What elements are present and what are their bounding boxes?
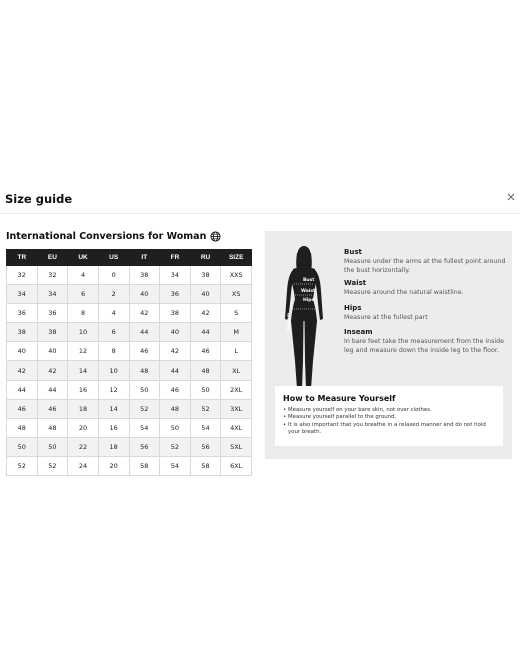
- measurement-description: Measure at the fullest part: [344, 314, 428, 321]
- table-cell: 14: [68, 361, 99, 380]
- measurement-name: Bust: [344, 248, 362, 256]
- table-row: [7, 418, 252, 437]
- table-cell: 46: [160, 380, 191, 399]
- table-cell: 2: [98, 285, 129, 304]
- table-cell: S: [221, 304, 252, 323]
- table-cell: 56: [190, 437, 221, 456]
- table-cell: 50: [160, 418, 191, 437]
- table-cell: 44: [129, 323, 160, 342]
- table-cell: XL: [221, 361, 252, 380]
- table-cell: 32: [7, 266, 38, 285]
- table-cell: 46: [7, 399, 38, 418]
- table-cell: 54: [129, 418, 160, 437]
- measurement-description: In bare feet take the measurement from the inside leg and measure down the inside leg to the floor.: [344, 338, 504, 354]
- table-cell: 38: [129, 266, 160, 285]
- modal-title: Size guide: [5, 192, 73, 206]
- table-cell: 2XL: [221, 380, 252, 399]
- table-cell: 42: [160, 342, 191, 361]
- table-cell: 50: [190, 380, 221, 399]
- measurement-description: Measure under the arms at the fullest point around the bust horizontally.: [344, 258, 506, 274]
- table-cell: 42: [190, 304, 221, 323]
- measurement-bust: [344, 248, 508, 275]
- table-cell: 36: [7, 304, 38, 323]
- table-cell: 38: [37, 323, 68, 342]
- column-header: UK: [68, 250, 99, 266]
- table-cell: 36: [160, 285, 191, 304]
- how-to-title: How to Measure Yourself: [283, 394, 396, 403]
- table-cell: 10: [68, 323, 99, 342]
- table-cell: 42: [129, 304, 160, 323]
- table-cell: 48: [160, 399, 191, 418]
- table-cell: 44: [37, 380, 68, 399]
- conversions-heading: [6, 231, 221, 242]
- table-cell: 18: [98, 437, 129, 456]
- table-row: [7, 380, 252, 399]
- table-row: [7, 437, 252, 456]
- table-cell: 48: [7, 418, 38, 437]
- table-cell: 24: [68, 456, 99, 475]
- table-cell: 20: [68, 418, 99, 437]
- table-cell: 46: [129, 342, 160, 361]
- table-cell: 52: [37, 456, 68, 475]
- table-row: [7, 285, 252, 304]
- table-cell: 22: [68, 437, 99, 456]
- globe-icon: [210, 231, 221, 242]
- table-cell: 16: [68, 380, 99, 399]
- table-cell: 34: [37, 285, 68, 304]
- table-cell: 52: [7, 456, 38, 475]
- figure-label-hips: Hips: [303, 298, 315, 303]
- column-header: RU: [190, 250, 221, 266]
- table-row: [7, 323, 252, 342]
- table-cell: 12: [68, 342, 99, 361]
- measurement-name: Hips: [344, 304, 362, 312]
- table-row: [7, 304, 252, 323]
- table-cell: 50: [129, 380, 160, 399]
- how-to-tip: • Measure yourself on your bare skin, not over clothes.: [283, 407, 497, 414]
- table-cell: 34: [7, 285, 38, 304]
- figure-label-inseam: Inseam: [287, 312, 292, 331]
- measurement-waist: [344, 279, 508, 298]
- table-cell: 48: [190, 361, 221, 380]
- table-cell: 50: [37, 437, 68, 456]
- table-body: [7, 266, 252, 476]
- table-cell: 52: [190, 399, 221, 418]
- column-header: FR: [160, 250, 191, 266]
- table-cell: 40: [190, 285, 221, 304]
- table-cell: 8: [68, 304, 99, 323]
- conversions-title: International Conversions for Woman: [6, 231, 207, 242]
- table-cell: 18: [68, 399, 99, 418]
- table-row: [7, 342, 252, 361]
- table-cell: 34: [160, 266, 191, 285]
- table-cell: 52: [129, 399, 160, 418]
- table-cell: 16: [98, 418, 129, 437]
- table-cell: 4XL: [221, 418, 252, 437]
- measurement-name: Inseam: [344, 328, 373, 336]
- measurement-inseam: [344, 328, 508, 355]
- table-cell: 6: [98, 323, 129, 342]
- table-cell: 58: [129, 456, 160, 475]
- modal-header: [0, 186, 520, 214]
- table-cell: 6XL: [221, 456, 252, 475]
- table-cell: XXS: [221, 266, 252, 285]
- table-cell: 4: [68, 266, 99, 285]
- table-cell: 40: [160, 323, 191, 342]
- table-cell: 38: [160, 304, 191, 323]
- table-cell: 12: [98, 380, 129, 399]
- column-header: EU: [37, 250, 68, 266]
- figure-label-bust: Bust: [303, 278, 315, 283]
- table-cell: 44: [160, 361, 191, 380]
- measurement-hips: [344, 304, 508, 323]
- body-figure-illustration: [273, 243, 335, 393]
- table-cell: 54: [160, 456, 191, 475]
- table-cell: 40: [37, 342, 68, 361]
- table-cell: 40: [7, 342, 38, 361]
- table-cell: 14: [98, 399, 129, 418]
- table-row: [7, 456, 252, 475]
- table-cell: 10: [98, 361, 129, 380]
- measurement-description: Measure around the natural waistline.: [344, 289, 464, 296]
- table-cell: 50: [7, 437, 38, 456]
- measurement-panel: [265, 231, 512, 459]
- measurement-name: Waist: [344, 279, 367, 287]
- table-cell: 32: [37, 266, 68, 285]
- table-row: [7, 361, 252, 380]
- table-cell: 40: [129, 285, 160, 304]
- table-cell: 8: [98, 342, 129, 361]
- table-cell: 48: [37, 418, 68, 437]
- size-conversion-table: [6, 249, 252, 476]
- how-to-tip: • Measure yourself parallel to the ground.: [283, 414, 497, 421]
- table-cell: 58: [190, 456, 221, 475]
- table-header-row: [7, 250, 252, 266]
- figure-label-waist: Waist: [301, 289, 316, 294]
- table-cell: 6: [68, 285, 99, 304]
- table-cell: 56: [129, 437, 160, 456]
- table-cell: 38: [190, 266, 221, 285]
- table-cell: 46: [37, 399, 68, 418]
- table-cell: 3XL: [221, 399, 252, 418]
- table-cell: 54: [190, 418, 221, 437]
- column-header: US: [98, 250, 129, 266]
- table-cell: 52: [160, 437, 191, 456]
- table-cell: 0: [98, 266, 129, 285]
- table-cell: 42: [37, 361, 68, 380]
- how-to-tip: • It is also important that you breathe in a relaxed manner and do not hold your breath.: [283, 422, 497, 437]
- table-cell: M: [221, 323, 252, 342]
- table-cell: 38: [7, 323, 38, 342]
- table-cell: 44: [190, 323, 221, 342]
- table-cell: 20: [98, 456, 129, 475]
- table-cell: 36: [37, 304, 68, 323]
- table-cell: 46: [190, 342, 221, 361]
- table-cell: 48: [129, 361, 160, 380]
- close-icon[interactable]: [504, 190, 518, 204]
- table-cell: 5XL: [221, 437, 252, 456]
- column-header: IT: [129, 250, 160, 266]
- table-row: [7, 266, 252, 285]
- column-header: TR: [7, 250, 38, 266]
- how-to-list: [283, 407, 497, 437]
- table-cell: L: [221, 342, 252, 361]
- table-cell: 44: [7, 380, 38, 399]
- column-header: SIZE: [221, 250, 252, 266]
- table-cell: XS: [221, 285, 252, 304]
- how-to-measure-box: [275, 386, 503, 446]
- table-cell: 42: [7, 361, 38, 380]
- table-row: [7, 399, 252, 418]
- table-cell: 4: [98, 304, 129, 323]
